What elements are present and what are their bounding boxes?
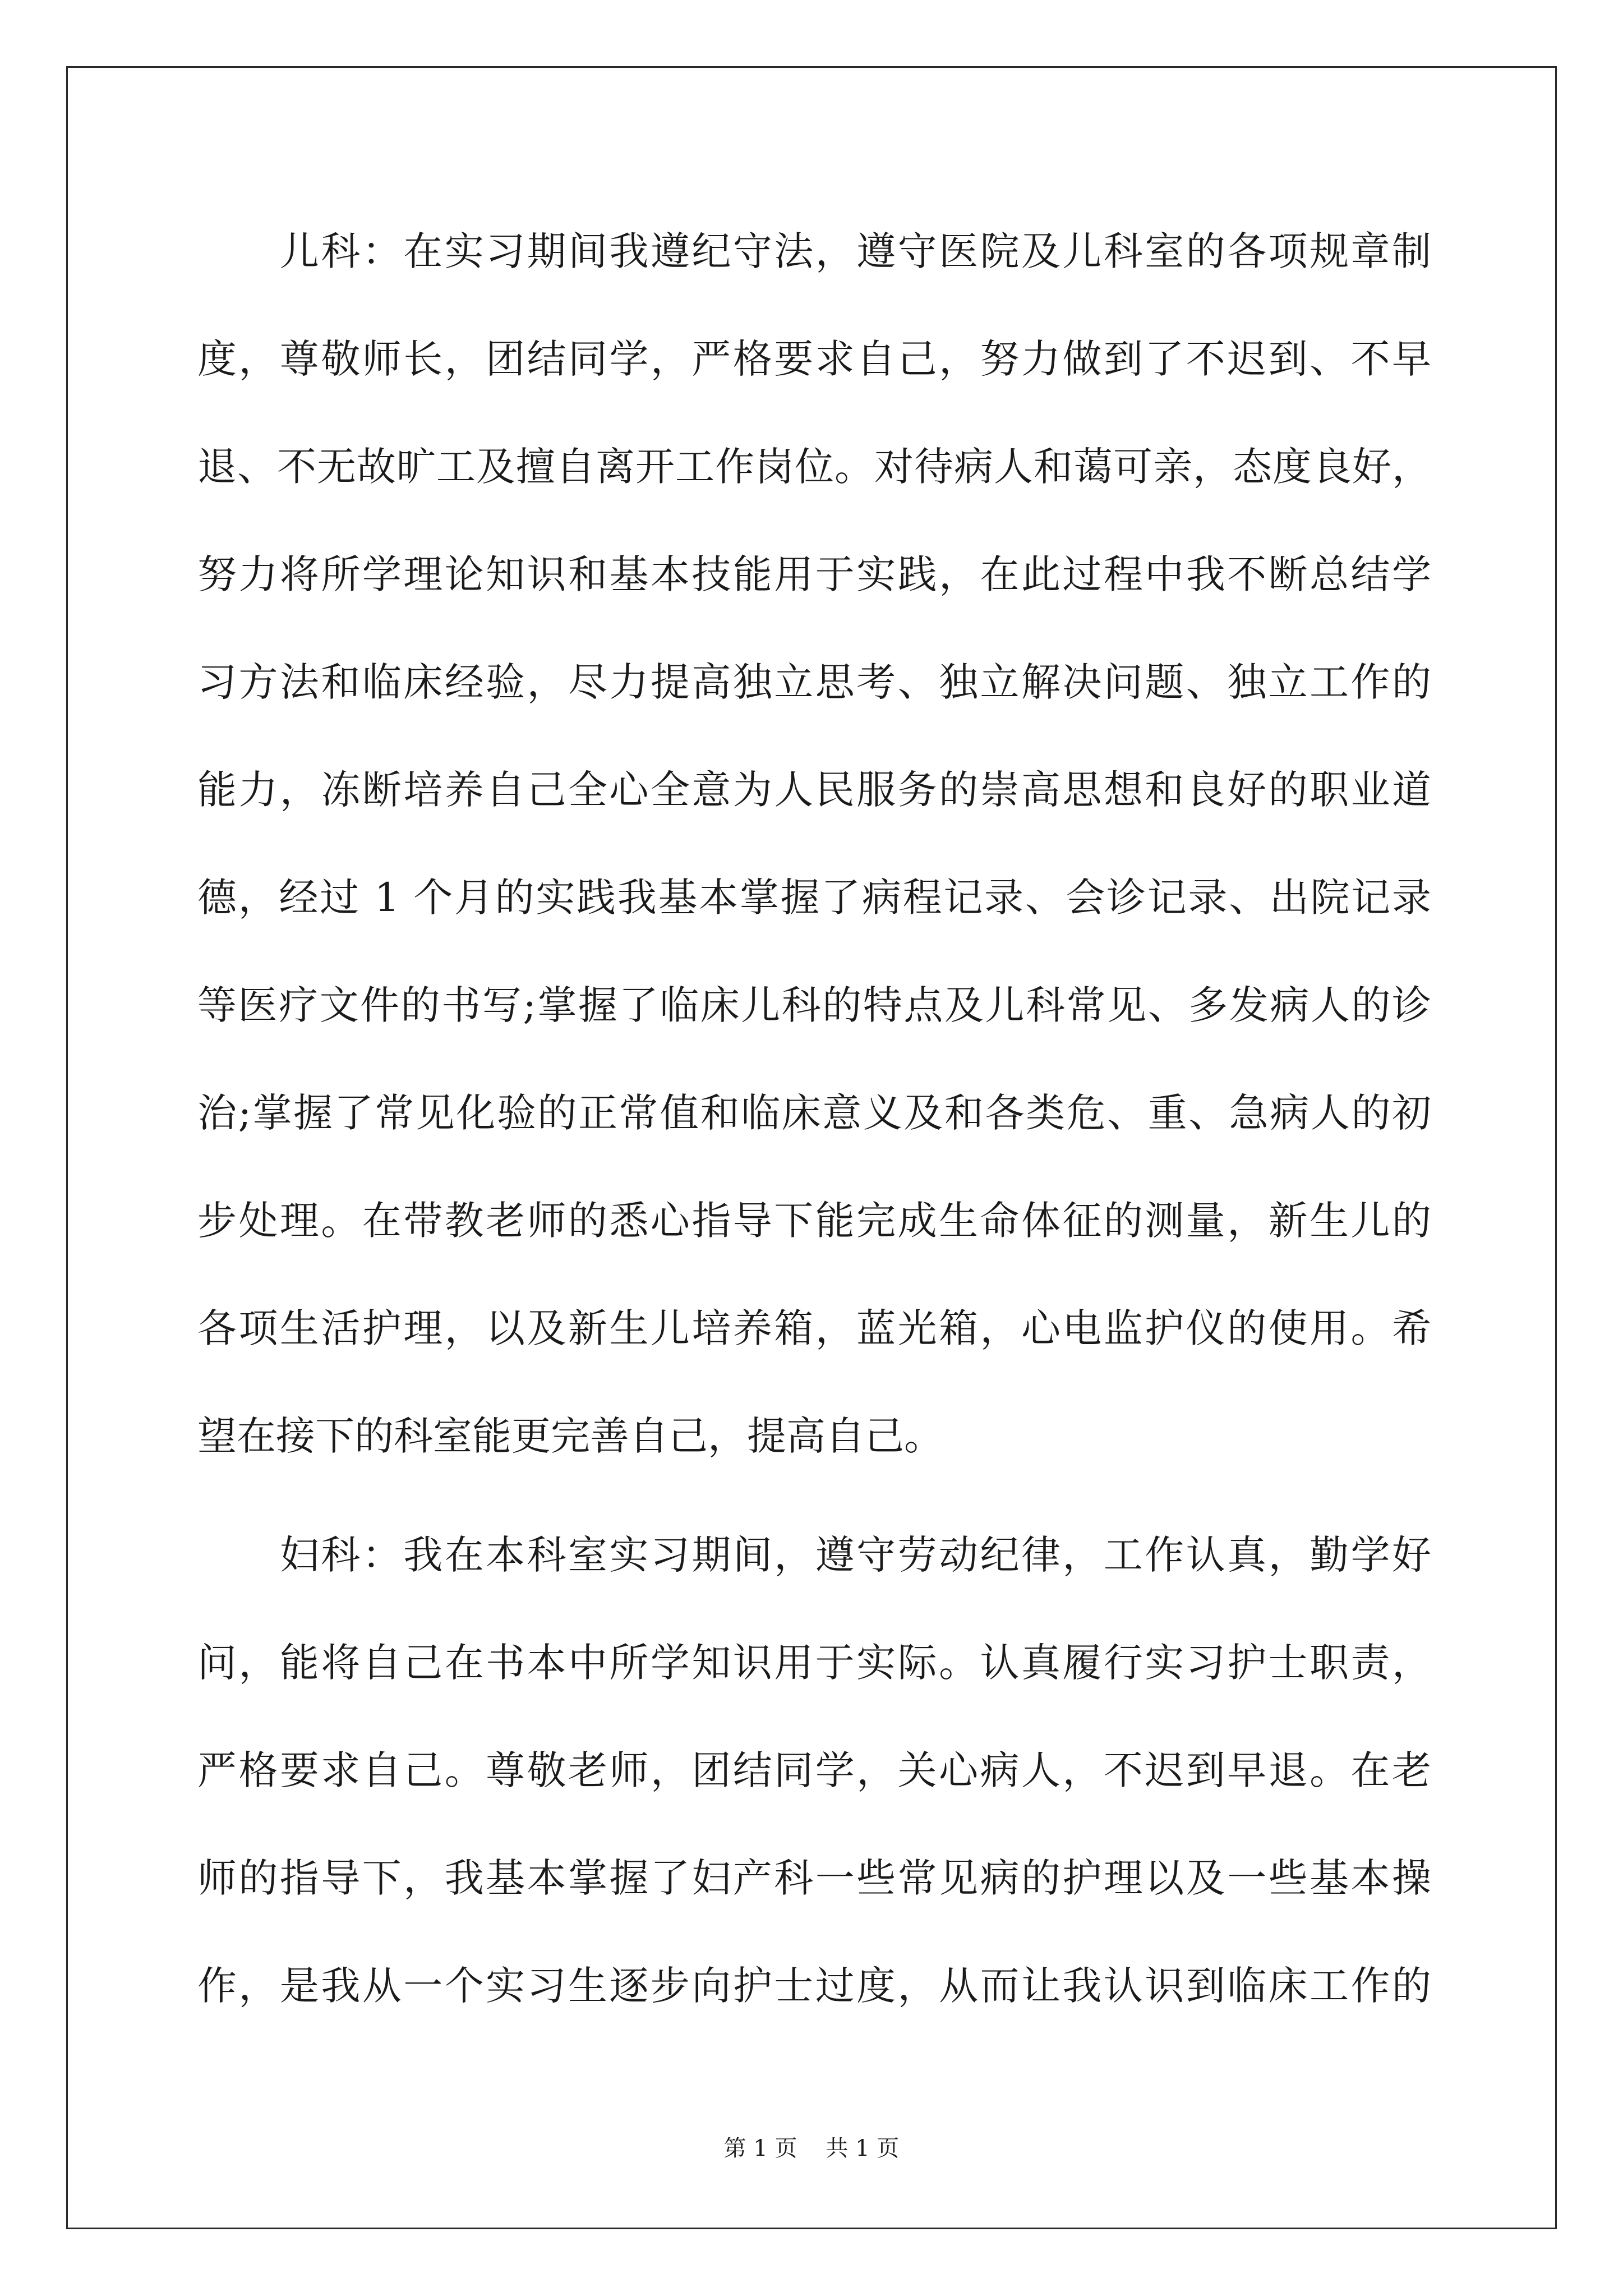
page-number: 第 1 页: [723, 2136, 797, 2161]
text-line: 等医疗文件的书写;掌握了临床儿科的特点及儿科常见、多发病人的诊: [197, 982, 1431, 1028]
text-line: 习方法和临床经验，尽力提高独立思考、独立解决问题、独立工作的: [197, 659, 1431, 705]
text-line: 望在接下的科室能更完善自己，提高自己。: [197, 1413, 943, 1459]
text-line: 德，经过 1 个月的实践我基本掌握了病程记录、会诊记录、出院记录: [197, 875, 1431, 921]
text-line: 各项生活护理，以及新生儿培养箱，蓝光箱，心电监护仪的使用。希: [197, 1305, 1431, 1351]
page-total: 共 1 页: [826, 2136, 900, 2161]
text-line: 师的指导下，我基本掌握了妇产科一些常见病的护理以及一些基本操: [197, 1855, 1431, 1901]
text-line: 治;掌握了常见化验的正常值和临床意义及和各类危、重、急病人的初: [197, 1090, 1431, 1136]
text-line: 步处理。在带教老师的悉心指导下能完成生命体征的测量，新生儿的: [197, 1198, 1431, 1244]
text-line: 作，是我从一个实习生逐步向护士过度，从而让我认识到临床工作的: [197, 1963, 1431, 2009]
document-body: [197, 218, 1431, 2060]
text-line: 退、不无故旷工及擅自离开工作岗位。对待病人和蔼可亲，态度良好，: [197, 444, 1431, 490]
text-line: 能力，冻断培养自己全心全意为人民服务的崇高思想和良好的职业道: [197, 767, 1431, 813]
text-line: 儿科：在实习期间我遵纪守法，遵守医院及儿科室的各项规章制: [197, 228, 1431, 274]
text-line: 努力将所学理论知识和基本技能用于实践，在此过程中我不断总结学: [197, 551, 1431, 597]
text-line: 严格要求自己。尊敬老师，团结同学，关心病人，不迟到早退。在老: [197, 1747, 1431, 1793]
text-line: 妇科：我在本科室实习期间，遵守劳动纪律，工作认真，勤学好: [197, 1532, 1431, 1578]
footer-spacer: [797, 2136, 826, 2161]
page-footer: [0, 2132, 1623, 2165]
text-line: 问，能将自己在书本中所学知识用于实际。认真履行实习护士职责，: [197, 1640, 1431, 1686]
text-line: 度，尊敬师长，团结同学，严格要求自己，努力做到了不迟到、不早: [197, 336, 1431, 382]
